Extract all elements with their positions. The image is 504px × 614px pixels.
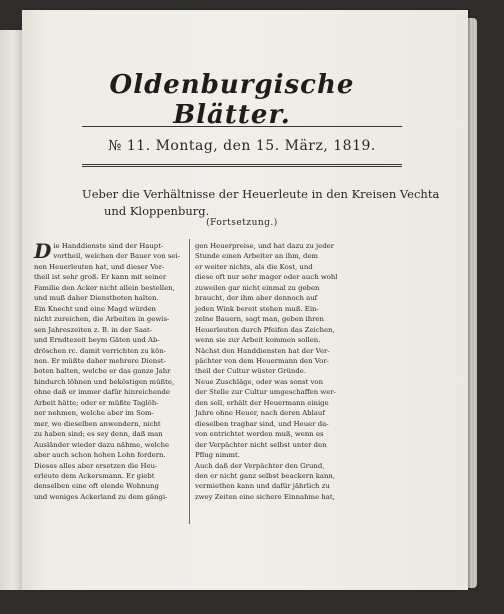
- text-line: jeden Wink bereit stehen muß. Ein-: [195, 304, 319, 313]
- article-title: [82, 186, 440, 220]
- column-divider: [189, 239, 190, 524]
- text-line: Dieses alles aber ersetzen die Heu-: [34, 461, 158, 470]
- text-line: zuweilen gar nicht einmal zu geben: [195, 283, 320, 292]
- text-line: zwey Zeiten eine sichere Einnahme hat,: [195, 492, 335, 501]
- text-line: diese oft nur sehr mager oder auch wohl: [195, 273, 338, 282]
- text-line: Auch daß der Verpächter den Grund,: [195, 461, 325, 470]
- text-line: Nächst den Handdiensten hat der Ver-: [195, 346, 330, 355]
- text-line: pächter von dem Heuermann den Vor-: [195, 356, 329, 365]
- text-line: vortheil, welchen der Bauer von sei-: [53, 252, 180, 261]
- issue-line: № 11. Montag, den 15. März, 1819.: [108, 138, 376, 154]
- article-title-line-1: Ueber die Verhältnisse der Heuerleute in den Kreisen Vechta: [82, 187, 440, 201]
- text-line: zu haben sind; es sey denn, daß man: [34, 430, 163, 439]
- left-column: [34, 241, 186, 502]
- text-line: hindurch löhnen und beköstigen müßte,: [34, 377, 175, 386]
- text-line: und weniges Ackerland zu dem gängi-: [34, 492, 168, 501]
- text-line: der Verpächter nicht selbst unter den: [195, 440, 327, 449]
- text-line: Heuerleuten durch Pfeifen das Zeichen,: [195, 325, 335, 334]
- masthead-rule: [82, 126, 402, 127]
- text-line: theil ist sehr groß. Er kann mit seiner: [34, 273, 167, 282]
- facing-page-edge: [0, 30, 22, 590]
- text-line: wenn sie zur Arbeit kommen sollen.: [195, 336, 321, 345]
- text-line: Ein Knecht und eine Magd würden: [34, 304, 156, 313]
- text-line: nen Heuerleuten hat, und dieser Vor-: [34, 262, 165, 271]
- text-line: den soll, erhält der Heuermann einige: [195, 398, 329, 407]
- text-line: mer, wo dieselben anwendern, nicht: [34, 419, 161, 428]
- text-line: boten halten, welche er das ganze Jahr: [34, 367, 171, 376]
- text-line: und Erndtezeit beym Gäten und Ab-: [34, 336, 160, 345]
- article-title-line-2: und Kloppenburg.: [104, 204, 210, 218]
- text-line: braucht, der ihm aber dennoch auf: [195, 294, 318, 303]
- continuation-label: (Fortsetzung.): [206, 218, 278, 228]
- text-line: von entrichtet werden muß, wenn es: [195, 430, 324, 439]
- text-line: ie Handdienste sind der Haupt-: [53, 242, 164, 250]
- text-line: und muß daher Dienstboten halten.: [34, 294, 159, 303]
- drop-cap: D: [34, 239, 52, 263]
- text-line: denselben eine oft elende Wohnung: [34, 482, 159, 491]
- newspaper-page: [22, 10, 468, 590]
- text-line: nen. Er müßte daher mehrere Dienst-: [34, 356, 166, 365]
- text-line: Ausländer wieder dazu nähme, welche: [34, 440, 170, 449]
- text-line: zelne Bauern, sagt man, geben ihren: [195, 315, 324, 324]
- text-line: gen Heuerpreise, und hat dazu zu jeder: [195, 242, 335, 250]
- text-line: Jahre ohne Heuer, nach deren Ablauf: [195, 409, 325, 418]
- text-line: sen Jahreszeiten z. B. in der Saat-: [34, 325, 153, 334]
- text-line: aber auch schon hohen Lohn fordern.: [34, 451, 166, 460]
- text-line: den er nicht ganz selbst beackern kann,: [195, 471, 336, 480]
- text-line: dieselben tragbar sind, und Heuer da-: [195, 419, 329, 428]
- right-column: [195, 241, 347, 502]
- text-line: theil der Cultur wüster Gründe.: [195, 367, 307, 376]
- text-line: Familie den Acker nicht allein bestellen,: [34, 283, 175, 292]
- text-line: Pflug nimmt.: [195, 451, 240, 460]
- text-line: vermiethen kann und dafür jährlich zu: [195, 482, 330, 491]
- text-line: Stunde einen Arbeiter an ihm, dem: [195, 252, 319, 261]
- text-line: ner nehmen, welche aber im Som-: [34, 409, 154, 418]
- text-line: ohne daß er immer dafür hinreichende: [34, 388, 170, 397]
- text-line: Arbeit hätte; oder er müßte Taglöh-: [34, 398, 159, 407]
- masthead-title: Oldenburgische Blätter.: [109, 70, 355, 130]
- text-line: dröschen rc. damit verrichten zu kön-: [34, 346, 167, 355]
- text-line: nicht zureichen, die Arbeiten in gewis-: [34, 315, 170, 324]
- text-line: er weiter nichts, als die Kost, und: [195, 262, 313, 271]
- text-line: der Stelle zur Cultur umgeschaffen wer-: [195, 388, 336, 397]
- text-line: erleute dem Ackersmann. Er giebt: [34, 471, 155, 480]
- text-line: Neue Zuschläge, oder was sonst von: [195, 377, 324, 386]
- issue-rule: [82, 164, 402, 167]
